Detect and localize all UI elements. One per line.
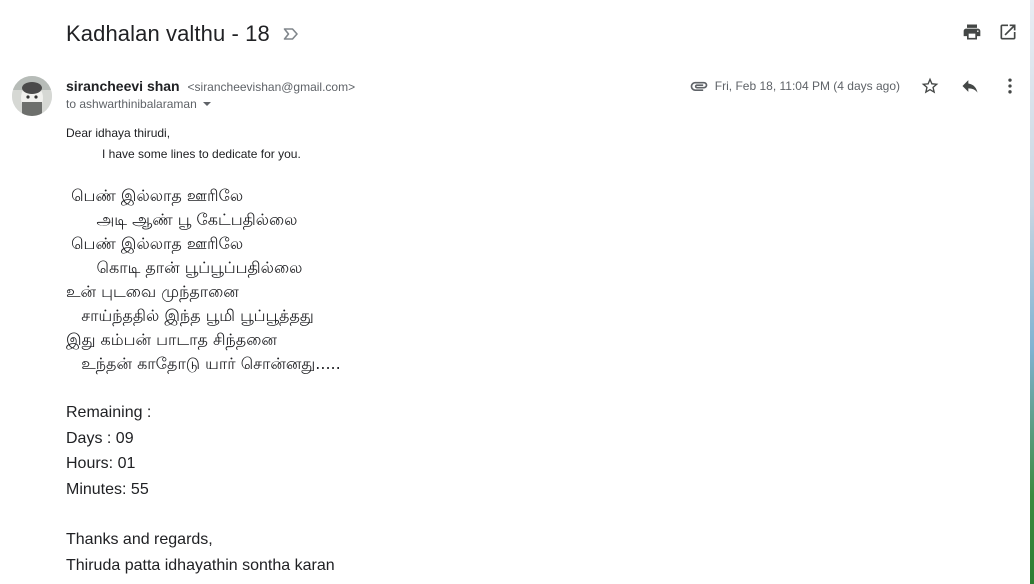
- chevron-down-icon[interactable]: [203, 102, 211, 106]
- open-in-new-window-icon[interactable]: [998, 22, 1018, 42]
- sender-email: <sirancheevishan@gmail.com>: [187, 80, 356, 94]
- poem-line: பெண் இல்லாத ஊரிலே: [66, 186, 244, 205]
- poem-line: கொடி தான் பூப்பூப்பதில்லை: [66, 258, 303, 277]
- countdown-minutes: Minutes: 55: [66, 480, 149, 498]
- more-vert-icon[interactable]: [1000, 76, 1020, 96]
- signoff-line: Thanks and regards,: [66, 531, 213, 548]
- sender-name[interactable]: sirancheevi shan: [66, 78, 180, 94]
- sender-avatar[interactable]: [12, 76, 52, 116]
- poem-line: பெண் இல்லாத ஊரிலே: [66, 234, 244, 253]
- poem-line: உன் புடவை முந்தானை: [66, 282, 239, 301]
- label-icon[interactable]: [282, 25, 300, 43]
- poem-line: இது கம்பன் பாடாத சிந்தனை: [66, 330, 277, 349]
- signoff-block: [66, 527, 335, 579]
- desktop-edge-strip: [1030, 0, 1034, 584]
- signoff-line: Thiruda patta idhayathin sontha karan: [66, 557, 335, 574]
- countdown-hours: Hours: 01: [66, 455, 136, 472]
- subject-row: [66, 18, 1014, 50]
- reply-icon[interactable]: [960, 76, 980, 96]
- countdown-heading: Remaining :: [66, 404, 152, 421]
- print-icon[interactable]: [962, 22, 982, 42]
- top-actions: [962, 22, 1018, 42]
- greeting-text: Dear idhaya thirudi,: [66, 126, 171, 140]
- recipient-text: to ashwarthinibalaraman: [66, 97, 197, 111]
- poem-line: உந்தன் காதோடு யார் சொன்னது.....: [66, 354, 341, 373]
- countdown-days: Days : 09: [66, 429, 134, 447]
- message-actions: [920, 76, 1020, 96]
- sender-line: [66, 77, 355, 95]
- dedication-text: I have some lines to dedicate for you.: [102, 147, 301, 161]
- poem-line: சாய்ந்ததில் இந்த பூமி பூப்பூத்தது: [66, 306, 314, 325]
- sender-block: [66, 77, 355, 111]
- attachment-icon: [689, 76, 709, 96]
- poem-block: [66, 184, 341, 376]
- message-date: Fri, Feb 18, 11:04 PM (4 days ago): [714, 79, 900, 93]
- email-subject: Kadhalan valthu - 18: [66, 21, 270, 46]
- countdown-block: [66, 400, 151, 502]
- recipient-line[interactable]: [66, 97, 355, 111]
- poem-line: அடி ஆண் பூ கேட்பதில்லை: [66, 210, 298, 229]
- star-icon[interactable]: [920, 76, 940, 96]
- message-meta: [689, 76, 1020, 96]
